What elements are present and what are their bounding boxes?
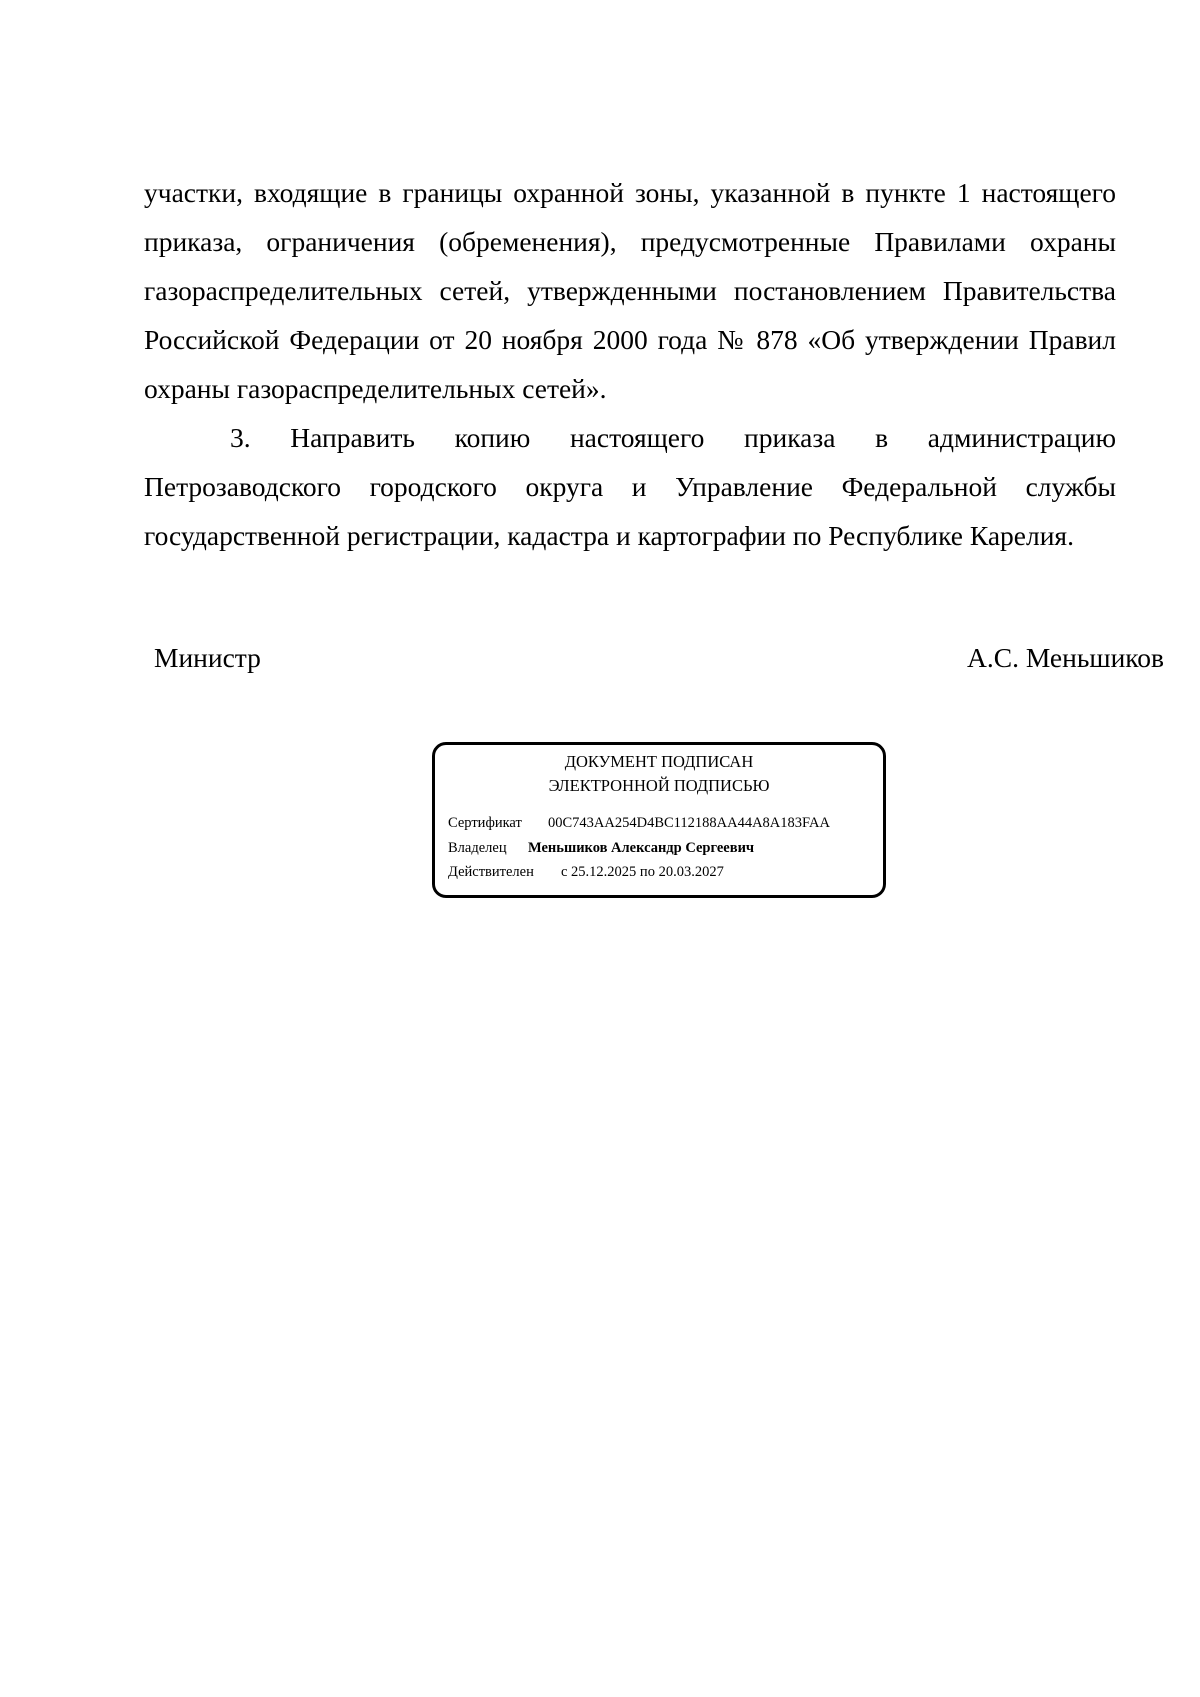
certificate-label: Сертификат [448, 815, 522, 831]
stamp-owner-row [448, 838, 754, 858]
document-body [144, 168, 1116, 560]
electronic-signature-stamp [432, 742, 886, 898]
stamp-heading-line-1: ДОКУМЕНТ ПОДПИСАН [564, 752, 754, 771]
owner-value: Меньшиков Александр Сергеевич [528, 840, 755, 856]
signatory-name: А.С. Меньшиков [967, 642, 1164, 673]
owner-label: Владелец [448, 840, 507, 856]
stamp-heading-line-2: ЭЛЕКТРОННОЙ ПОДПИСЬЮ [548, 776, 770, 795]
validity-label: Действителен [448, 864, 534, 880]
signatory-title: Министр [154, 642, 261, 673]
stamp-certificate-row [448, 813, 830, 833]
certificate-value: 00C743AA254D4BC112188AA44A8A183FAA [548, 815, 830, 831]
paragraph-continuation: участки, входящие в границы охранной зоны, указанной в пункте 1 настоящего приказа, ограничения (обременения), предусмотренные Правилами охраны газораспределительных сетей, утвержденными постановлением Правительства Российской Федерации от 20 ноября 2000 года № 878 «Об утверждении Правил охраны газораспределительных сетей». [144, 177, 1116, 404]
stamp-validity-row [448, 862, 724, 882]
validity-value: с 25.12.2025 по 20.03.2027 [561, 864, 724, 880]
paragraph-item-3: 3. Направить копию настоящего приказа в администрацию Петрозаводского городского округа и Управление Федеральной службы государственной регистрации, кадастра и картографии по Республике Карелия. [144, 422, 1116, 551]
